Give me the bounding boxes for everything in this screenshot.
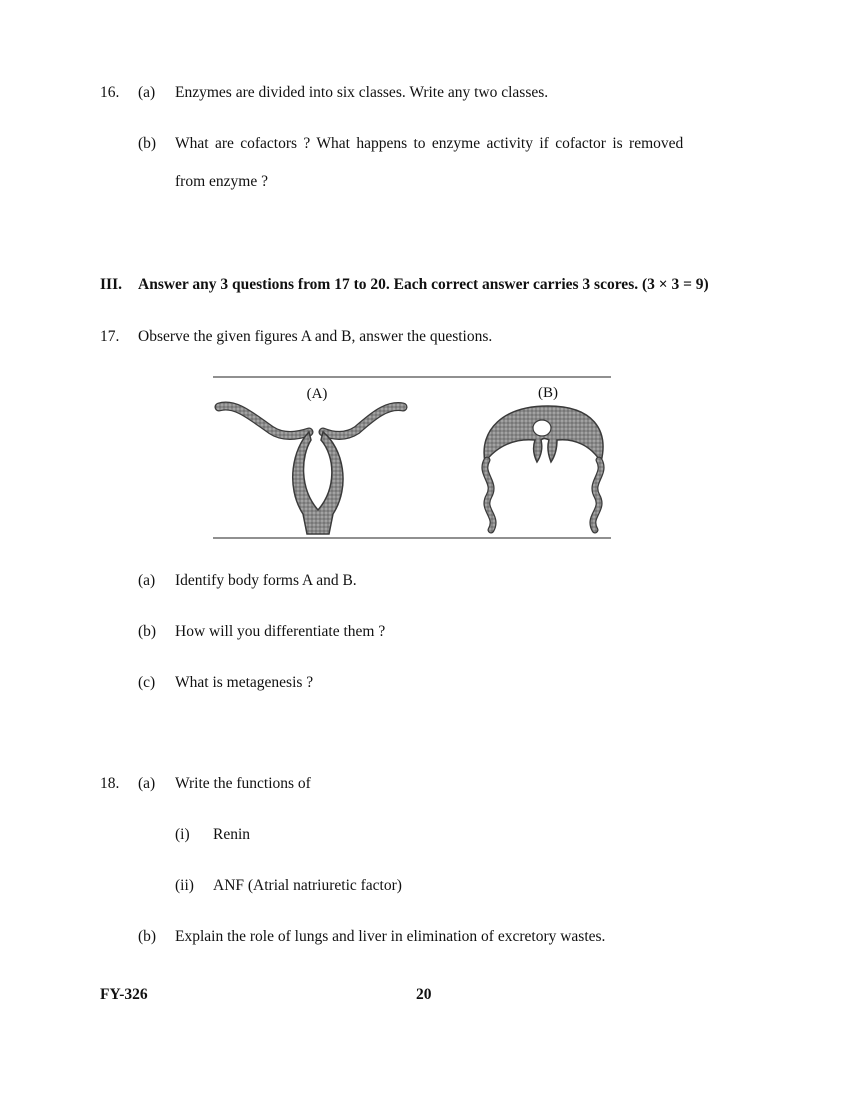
q16-number: 16. [100, 84, 120, 101]
q17-text: Observe the given figures A and B, answer the questions. [138, 328, 493, 345]
q16a-label: (a) [138, 84, 156, 101]
q17c-text: What is metagenesis ? [175, 674, 314, 691]
q17b-label: (b) [138, 623, 157, 640]
q18-number: 18. [100, 775, 120, 792]
figure-label-b: (B) [538, 385, 558, 401]
q18a-text: Write the functions of [175, 775, 311, 792]
page-number: 20 [416, 986, 432, 1003]
medusa-icon [484, 406, 603, 530]
footer-code: FY-326 [100, 986, 148, 1003]
q18a-ii-label: (ii) [175, 877, 194, 894]
q17c-label: (c) [138, 674, 156, 691]
q18a-label: (a) [138, 775, 156, 792]
q18b-label: (b) [138, 928, 157, 945]
q18b-text: Explain the role of lungs and liver in elimination of excretory wastes. [175, 928, 606, 945]
section-numeral: III. [100, 276, 122, 293]
q17a-label: (a) [138, 572, 156, 589]
q18a-i-text: Renin [213, 826, 251, 843]
body-forms-figure [213, 376, 611, 540]
q17-number: 17. [100, 328, 120, 345]
q18a-i-label: (i) [175, 826, 190, 843]
polyp-icon [219, 406, 403, 534]
q17a-text: Identify body forms A and B. [175, 572, 357, 589]
q16a-text: Enzymes are divided into six classes. Write any two classes. [175, 84, 549, 101]
figure-label-a: (A) [306, 386, 328, 402]
q16b-label: (b) [138, 135, 157, 152]
q16b-text-line1: What are cofactors ? What happens to enzyme activity if cofactor is removed [175, 135, 684, 152]
q18a-ii-text: ANF (Atrial natriuretic factor) [213, 877, 402, 894]
q17b-text: How will you differentiate them ? [175, 623, 386, 640]
section-instruction: Answer any 3 questions from 17 to 20. Each correct answer carries 3 scores. (3 × 3 = 9) [138, 276, 709, 293]
q16b-text-line2: from enzyme ? [175, 173, 268, 190]
